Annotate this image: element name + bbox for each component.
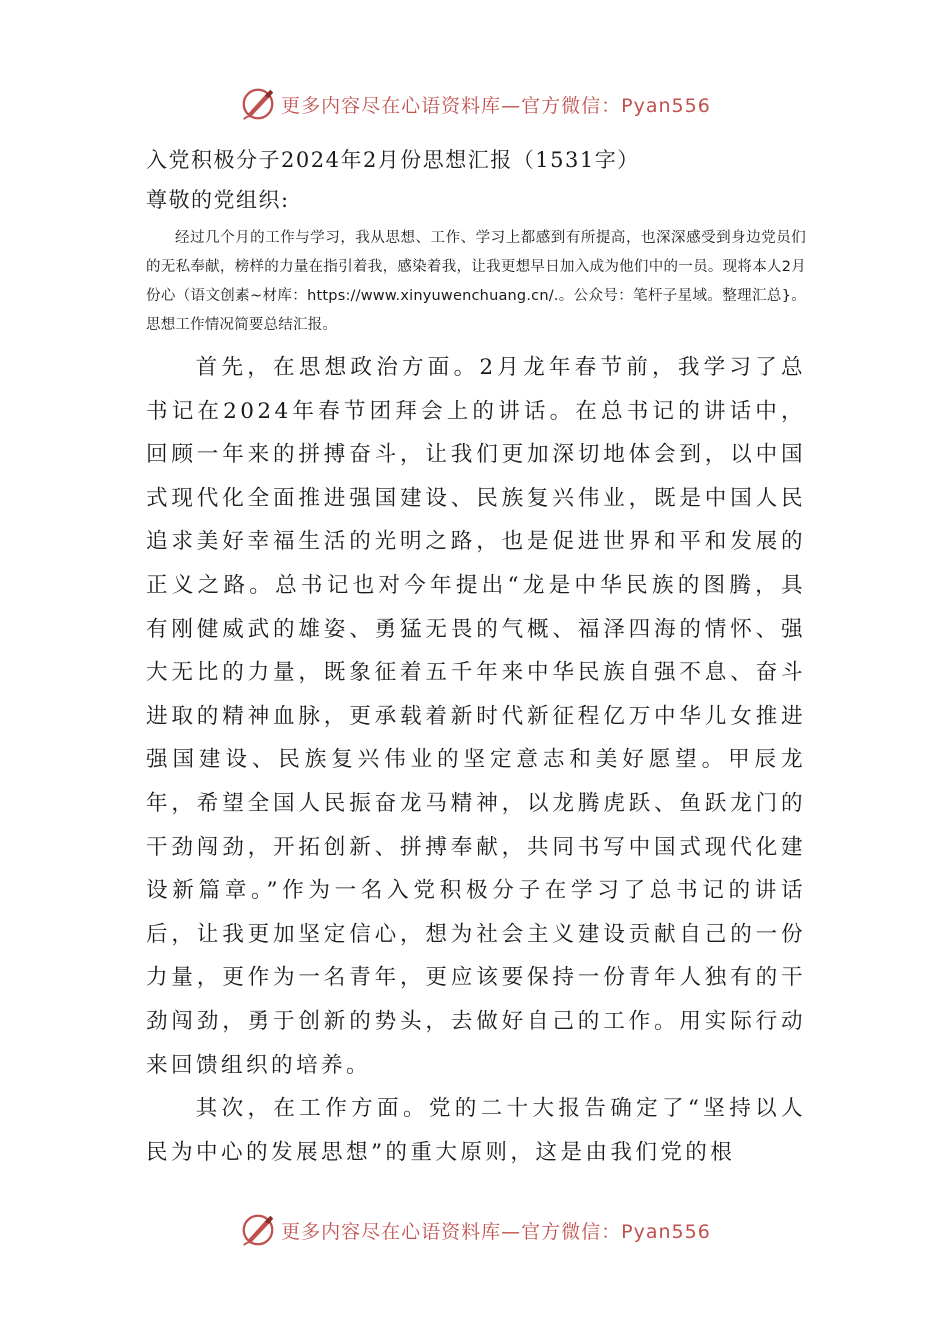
- intro-paragraph: 经过几个月的工作与学习，我从思想、工作、学习上都感到有所提高，也深深感受到身边党员们的无私奉献，榜样的力量在指引着我，感染着我，让我更想早日加入成为他们中的一员。现将本人2月份心（语文创素~材库：https://www.xinyuwenchuang.cn/.。公众号：笔杆子星域。整理汇总}。思想工作情况简要总结汇报。: [146, 230, 806, 333]
- document-title: 入党积极分子2024年2月份思想汇报（1531字）: [146, 148, 640, 172]
- footer-banner-text: 更多内容尽在心语资料库—官方微信：Pyan556: [281, 1220, 711, 1243]
- paragraph-ideology: 首先，在思想政治方面。2月龙年春节前，我学习了总书记在2024年春节团拜会上的讲话。在总书记的讲话中，回顾一年来的拼搏奋斗，让我们更加深切地体会到，以中国式现代化全面推进强国建设、民族复兴伟业，既是中国人民追求美好幸福生活的光明之路，也是促进世界和平和发展的正义之路。总书记也对今年提出“龙是中华民族的图腾，具有刚健威武的雄姿、勇猛无畏的气概、福泽四海的情怀、强大无比的力量，既象征着五千年来中华民族自强不息、奋斗进取的精神血脉，更承载着新时代新征程亿万中华儿女推进强国建设、民族复兴伟业的坚定意志和美好愿望。甲辰龙年，希望全国人民振奋龙马精神，以龙腾虎跃、鱼跃龙门的干劲闯劲，开拓创新、拼搏奉献，共同书写中国式现代化建设新篇章。”作为一名入党积极分子在学习了总书记的讲话后，让我更加坚定信心，想为社会主义建设贡献自己的一份力量，更作为一名青年，更应该要保持一份青年人独有的干劲闯劲，勇于创新的势头，去做好自己的工作。用实际行动来回馈组织的培养。: [146, 355, 806, 1078]
- pen-logo-icon: [239, 1211, 277, 1249]
- header-banner: [0, 82, 950, 126]
- footer-banner: [0, 1208, 950, 1252]
- pen-logo-icon: [239, 85, 277, 123]
- paragraph-work: 其次，在工作方面。党的二十大报告确定了“坚持以人民为中心的发展思想”的重大原则，这是由我们党的根: [146, 1096, 806, 1165]
- document-body: [146, 140, 806, 1174]
- salutation: 尊敬的党组织:: [146, 188, 290, 212]
- header-banner-text: 更多内容尽在心语资料库—官方微信：Pyan556: [281, 94, 711, 117]
